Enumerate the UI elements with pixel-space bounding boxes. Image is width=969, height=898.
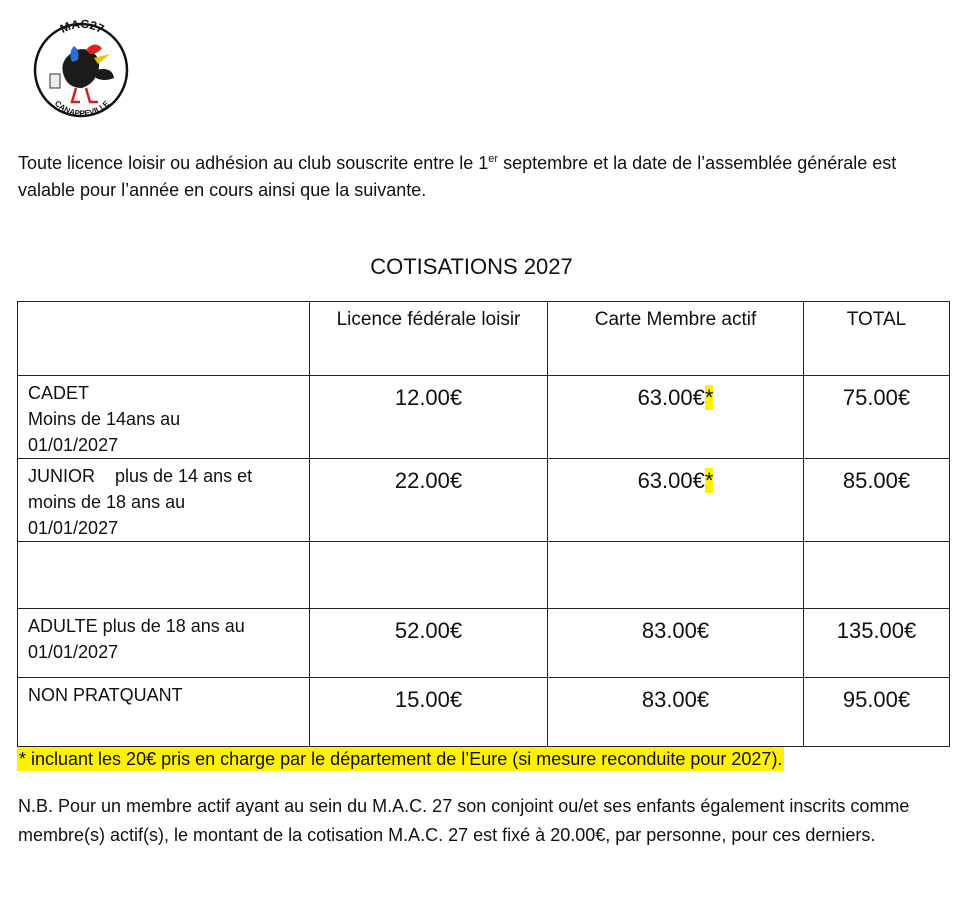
header-licence: Licence fédérale loisir [310,302,548,376]
category-line: CADET [28,383,90,403]
table-row [18,542,950,609]
row-carte [548,542,804,609]
row-total: 135.00€ [804,609,950,678]
table-row [18,609,950,678]
row-carte [548,678,804,747]
header-carte: Carte Membre actif [548,302,804,376]
category-line: JUNIOR plus de 14 ans et [28,466,253,486]
row-category [18,459,310,542]
row-licence: 52.00€ [310,609,548,678]
header-category [18,302,310,376]
table-row [18,678,950,747]
carte-value: 63.00€ [637,468,705,493]
row-category [18,542,310,609]
row-licence: 15.00€ [310,678,548,747]
row-total: 85.00€ [804,459,950,542]
carte-value: 83.00€ [641,687,710,712]
intro-paragraph [18,150,938,204]
row-total: 75.00€ [804,376,950,459]
row-carte [548,376,804,459]
logo-bottom-text: CANAPPEVILLE [52,98,112,119]
row-licence: 12.00€ [310,376,548,459]
row-category [18,609,310,678]
row-total [804,542,950,609]
row-carte [548,459,804,542]
nb-paragraph: N.B. Pour un membre actif ayant au sein du M.A.C. 27 son conjoint ou/et ses enfants également inscrits comme membre(s) actif(s), le montant de la cotisation M.A.C. 27 est fixé à 20.00€, par personne, pour ces derniers. [18,796,910,845]
club-logo [28,18,134,120]
table-row [18,376,950,459]
asterisk-marker: * [704,468,714,493]
row-category [18,678,310,747]
row-licence [310,542,548,609]
intro-superscript: er [488,153,499,165]
category-line: NON PRATQUANT [28,685,183,705]
category-line: Moins de 14ans au [28,409,181,429]
asterisk-marker: * [704,385,714,410]
page-title: COTISATIONS 2027 [370,254,573,279]
logo-top-text: MAC27 [57,18,107,37]
carte-value: 83.00€ [641,618,710,643]
category-line: 01/01/2027 [28,642,119,662]
footnote: * incluant les 20€ pris en charge par le département de l’Eure (si mesure reconduite pour 2027). [19,749,783,769]
row-category [18,376,310,459]
intro-text-start: Toute licence loisir ou adhésion au club souscrite entre le 1 [18,153,489,173]
row-carte [548,609,804,678]
header-total: TOTAL [804,302,950,376]
table-row [18,459,950,542]
intro-text-end: septembre et la date de l’assemblée générale est valable pour l’année en cours ainsi que la suivante. [18,153,897,200]
carte-value: 63.00€ [637,385,705,410]
row-licence: 22.00€ [310,459,548,542]
category-line: 01/01/2027 [28,435,119,455]
table-header-row [18,302,950,376]
category-line: moins de 18 ans au [28,492,186,512]
row-total: 95.00€ [804,678,950,747]
category-line: ADULTE plus de 18 ans au [28,616,245,636]
fees-table [17,301,950,747]
category-line: 01/01/2027 [28,518,119,538]
